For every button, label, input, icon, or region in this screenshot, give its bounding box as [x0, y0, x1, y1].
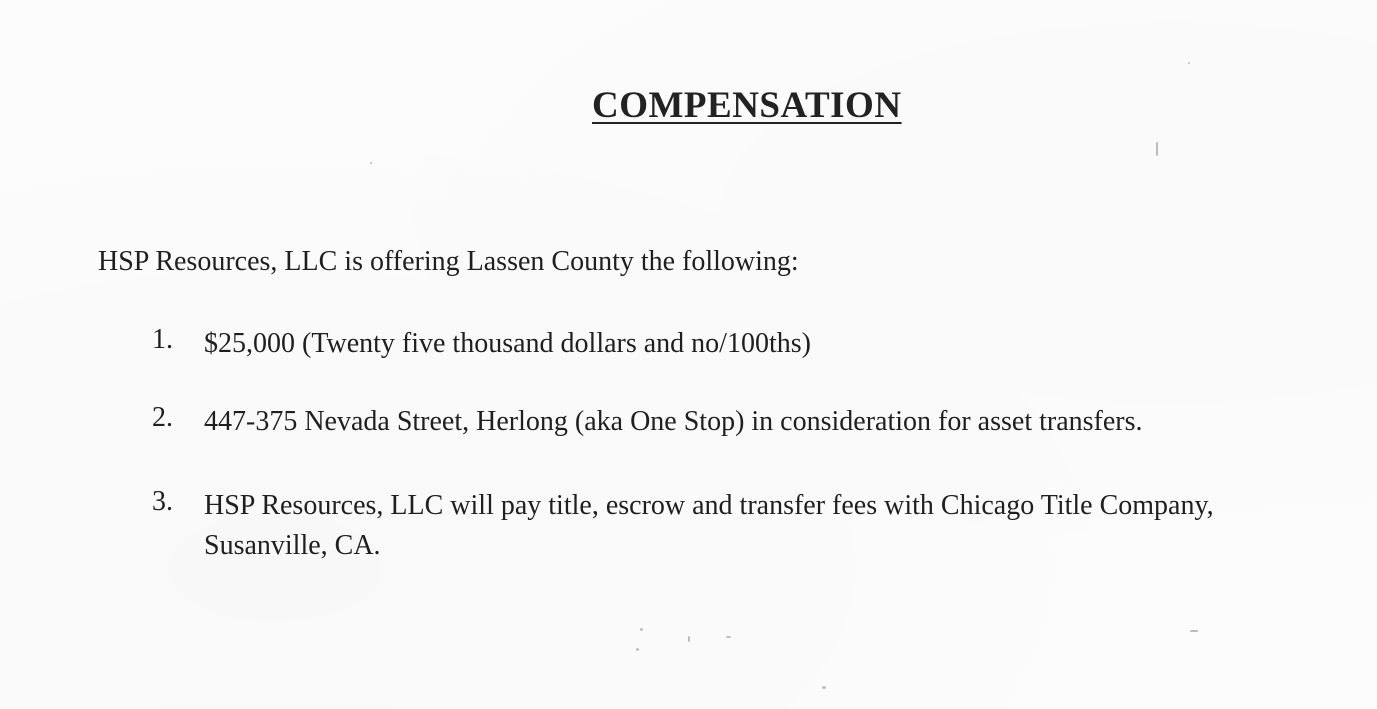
list-item-number: 1.: [152, 324, 173, 355]
scan-speck: [370, 162, 372, 164]
scan-speck: [822, 686, 826, 689]
list-item-text: 447-375 Nevada Street, Herlong (aka One Stop) in consideration for asset transfers.: [204, 406, 1143, 437]
list-item-number: 2.: [152, 402, 173, 433]
scan-speck: [640, 628, 643, 631]
list-item-text-line: Susanville, CA.: [204, 530, 381, 561]
list-item: [152, 324, 811, 364]
list-item-text-multiline: [204, 486, 1214, 566]
scan-speck: [1190, 630, 1198, 632]
list-item-number: 3.: [152, 486, 173, 517]
scan-speck: [726, 636, 731, 638]
scan-speck: [1188, 62, 1190, 64]
list-item-text: $25,000 (Twenty five thousand dollars and no/100ths): [204, 328, 811, 359]
list-item: [152, 486, 1214, 566]
page-title: COMPENSATION: [592, 85, 902, 126]
scan-speck: [636, 648, 639, 651]
list-item: [152, 402, 1143, 442]
scan-speck: [688, 636, 690, 642]
scan-speck: [1156, 142, 1158, 156]
list-item-text-line: HSP Resources, LLC will pay title, escrow and transfer fees with Chicago Title Company,: [204, 490, 1214, 521]
intro-paragraph: HSP Resources, LLC is offering Lassen County the following:: [98, 246, 799, 277]
